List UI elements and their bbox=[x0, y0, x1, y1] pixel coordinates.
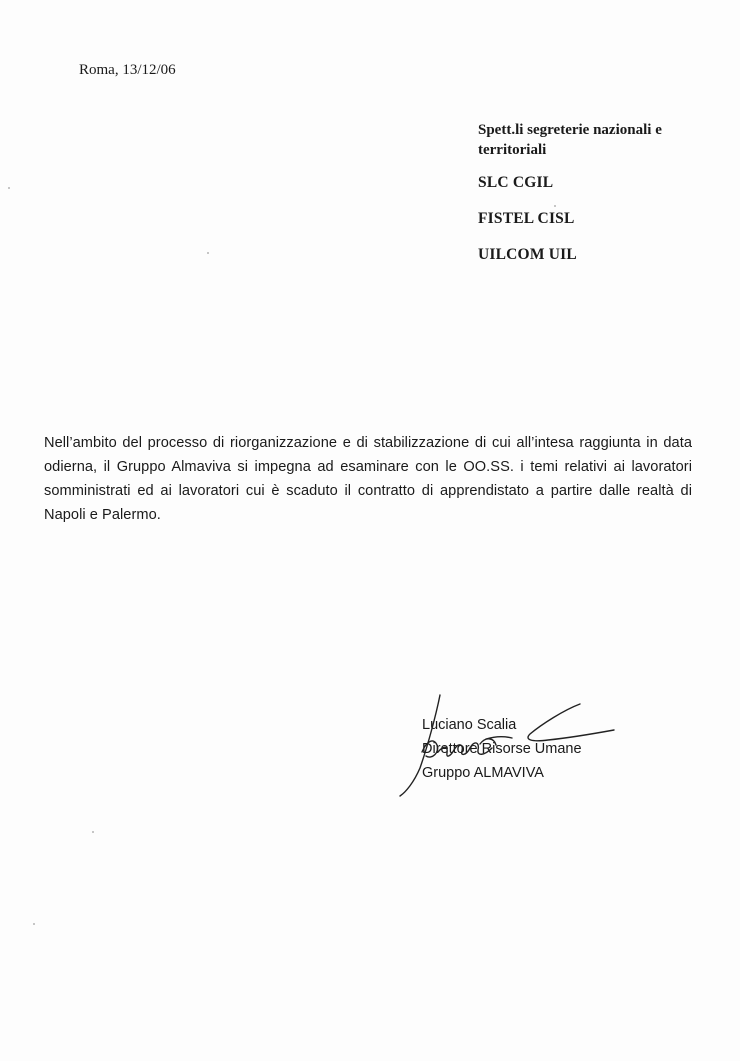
union-fistel-cisl: FISTEL CISL bbox=[478, 210, 575, 227]
signatory-company: Gruppo ALMAVIVA bbox=[422, 765, 544, 781]
scan-speck bbox=[8, 187, 10, 189]
scan-speck bbox=[33, 923, 35, 925]
union-slc-cgil: SLC CGIL bbox=[478, 174, 554, 191]
letter-body: Nell’ambito del processo di riorganizzazione e di stabilizzazione di cui all’intesa raggiunta in data odierna, il Gruppo Almaviva si impegna ad esaminare con le OO.SS. i temi relativi ai lavoratori somministrati ed ai lavoratori cui è scaduto il contratto di apprendistato a partire dalle realtà di Napoli e Palermo. bbox=[44, 435, 692, 523]
scan-speck bbox=[92, 831, 94, 833]
scan-speck bbox=[554, 205, 556, 207]
addressee-line-1: Spett.li segreterie nazionali e bbox=[478, 122, 662, 138]
addressee-line-2: territoriali bbox=[478, 142, 547, 158]
signatory-name: Luciano Scalia bbox=[422, 717, 517, 733]
union-uilcom-uil: UILCOM UIL bbox=[478, 246, 577, 263]
signature-block bbox=[422, 713, 582, 785]
recipients-block bbox=[478, 120, 718, 264]
signatory-title: Direttore Risorse Umane bbox=[422, 741, 582, 757]
letter-date: Roma, 13/12/06 bbox=[79, 62, 176, 78]
scan-speck bbox=[207, 252, 209, 254]
